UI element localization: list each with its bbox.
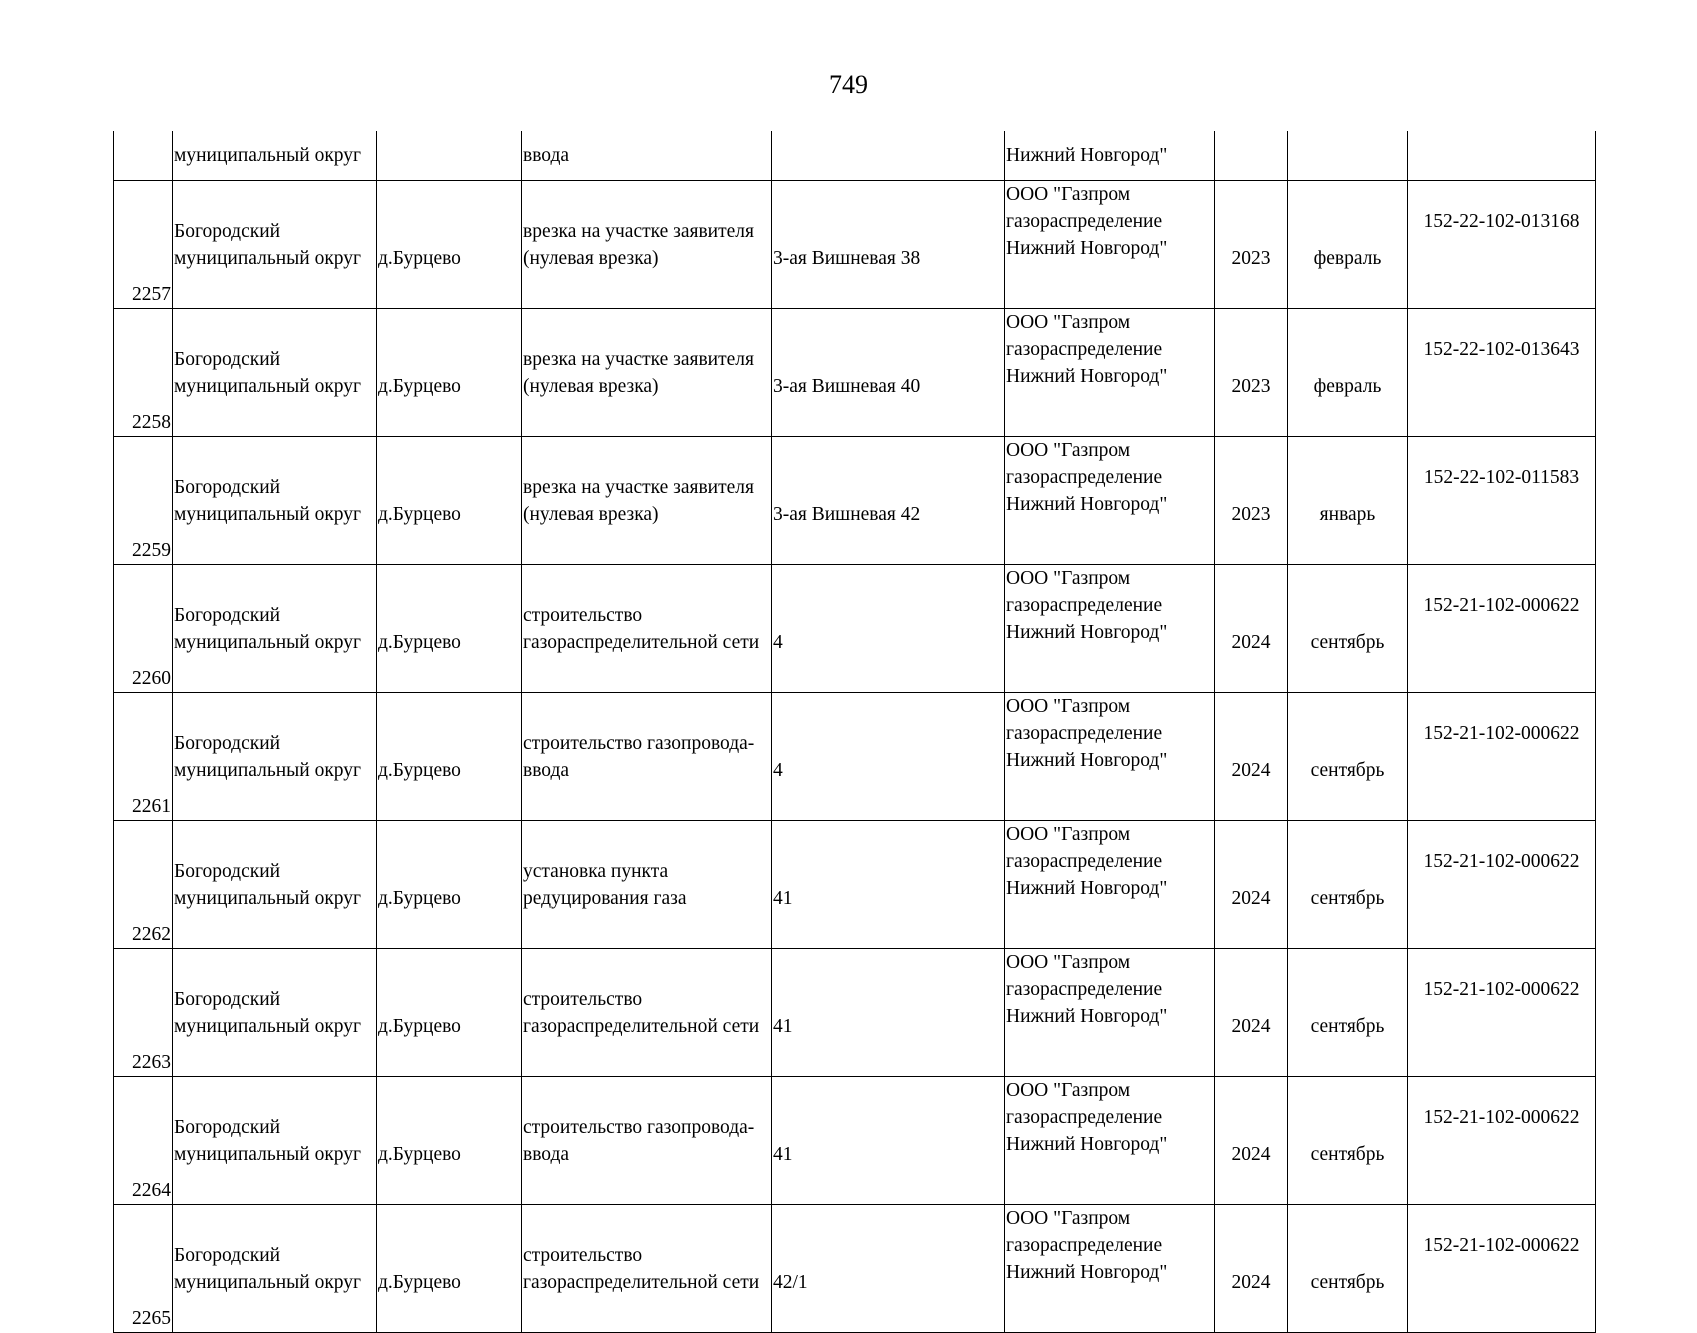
table-row [114,1205,1596,1333]
work-line-2: ввода [523,759,570,781]
cell-code: 152-21-102-000622 [1408,565,1596,693]
cell-work-type [522,437,772,565]
cell-month: сентябрь [1288,565,1408,693]
address-text: 3-ая Вишневая 42 [773,503,921,525]
address-text: 4 [773,631,783,653]
org-line-1: ООО "Газпром [1006,440,1131,461]
district-line-2: муниципальный округ [174,1271,362,1293]
cell-code: 152-22-102-011583 [1408,437,1596,565]
cell-num: 2264 [114,1077,173,1205]
cell-organization [1005,821,1215,949]
work-line-2: (нулевая врезка) [523,503,659,525]
table-body [114,131,1596,1333]
district-line-2: муниципальный округ [174,375,362,397]
cell-district [173,1077,377,1205]
cell-code: 152-21-102-000622 [1408,949,1596,1077]
org-line-3: Нижний Новгород" [1006,1262,1168,1283]
cell-organization [1005,437,1215,565]
cell-district [173,693,377,821]
table-row [114,181,1596,309]
cell-year: 2023 [1215,181,1288,309]
district-line-2: муниципальный округ [174,631,362,653]
org-line-3: Нижний Новгород" [1006,366,1168,387]
cell-organization [1005,1205,1215,1333]
work-line-2: газораспределительной сети [523,1015,760,1037]
cell-settlement [377,309,522,437]
cell-settlement [377,693,522,821]
cell-address [772,565,1005,693]
district-line-1: Богородский [174,1244,281,1266]
cell-year: 2024 [1215,821,1288,949]
address-text: 41 [773,887,793,909]
cell-work-type [522,1205,772,1333]
cell-organization [1005,693,1215,821]
cell-code: 152-22-102-013643 [1408,309,1596,437]
org-line-1: ООО "Газпром [1006,568,1131,589]
cell-num: 2261 [114,693,173,821]
org-line-1: ООО "Газпром [1006,312,1131,333]
district-line-2: муниципальный округ [174,759,362,781]
page-number: 749 [829,70,868,99]
cell-work-type: ввода [522,131,772,181]
org-line-3: Нижний Новгород" [1006,750,1168,771]
cell-work-type [522,565,772,693]
cell-work-type [522,309,772,437]
cell-district [173,565,377,693]
cell-year [1215,131,1288,181]
org-line-1: ООО "Газпром [1006,1080,1131,1101]
cell-year: 2024 [1215,693,1288,821]
cell-address [772,437,1005,565]
cell-work-type [522,821,772,949]
cell-num: 2257 [114,181,173,309]
work-line-2: (нулевая врезка) [523,375,659,397]
cell-num [114,131,173,181]
district-line-1: Богородский [174,732,281,754]
district-line-1: Богородский [174,476,281,498]
cell-year: 2023 [1215,437,1288,565]
cell-organization [1005,565,1215,693]
cell-organization [1005,309,1215,437]
cell-district [173,949,377,1077]
org-line-1: ООО "Газпром [1006,952,1131,973]
address-text: 3-ая Вишневая 38 [773,247,921,269]
table-row [114,1077,1596,1205]
settlement-text: д.Бурцево [378,375,461,397]
cell-settlement [377,181,522,309]
settlement-text: д.Бурцево [378,759,461,781]
cell-num: 2258 [114,309,173,437]
org-line-2: газораспределение [1006,1107,1163,1128]
settlement-text: д.Бурцево [378,503,461,525]
work-line-1: строительство газопровода- [523,732,755,754]
table-row [114,565,1596,693]
district-line-2: муниципальный округ [174,503,362,525]
cell-month: февраль [1288,181,1408,309]
cell-address [772,821,1005,949]
cell-district [173,309,377,437]
cell-month: февраль [1288,309,1408,437]
work-line-1: врезка на участке заявителя [523,348,754,370]
work-line-1: строительство [523,988,643,1010]
work-line-1: строительство [523,604,643,626]
cell-year: 2024 [1215,565,1288,693]
cell-num: 2263 [114,949,173,1077]
settlement-text: д.Бурцево [378,631,461,653]
cell-address [772,309,1005,437]
org-line-1: ООО "Газпром [1006,184,1131,205]
org-line-2: газораспределение [1006,467,1163,488]
address-text: 4 [773,759,783,781]
cell-num: 2262 [114,821,173,949]
work-line-2: газораспределительной сети [523,631,760,653]
cell-settlement [377,1077,522,1205]
table-row [114,437,1596,565]
district-line-1: Богородский [174,220,281,242]
org-line-2: газораспределение [1006,339,1163,360]
settlement-text: д.Бурцево [378,1271,461,1293]
address-text: 41 [773,1143,793,1165]
cell-month: январь [1288,437,1408,565]
table-row [114,821,1596,949]
org-line-2: газораспределение [1006,595,1163,616]
settlement-text: д.Бурцево [378,1015,461,1037]
gasification-table [113,131,1596,1333]
cell-address [772,693,1005,821]
org-line-1: ООО "Газпром [1006,824,1131,845]
district-line-1: Богородский [174,988,281,1010]
cell-settlement [377,1205,522,1333]
cell-address [772,131,1005,181]
settlement-text: д.Бурцево [378,887,461,909]
org-line-2: газораспределение [1006,979,1163,1000]
work-line-2: газораспределительной сети [523,1271,760,1293]
org-line-3: Нижний Новгород" [1006,1134,1168,1155]
cell-month [1288,131,1408,181]
org-line-3: Нижний Новгород" [1006,238,1168,259]
org-line-3: Нижний Новгород" [1006,494,1168,515]
cell-year: 2024 [1215,1077,1288,1205]
cell-district [173,181,377,309]
cell-work-type [522,181,772,309]
cell-address [772,1205,1005,1333]
org-line-2: газораспределение [1006,851,1163,872]
org-line-1: ООО "Газпром [1006,696,1131,717]
cell-code: 152-22-102-013168 [1408,181,1596,309]
cell-address [772,949,1005,1077]
continuation-row [114,131,1596,181]
org-line-3: Нижний Новгород" [1006,878,1168,899]
cell-month: сентябрь [1288,949,1408,1077]
table-row [114,309,1596,437]
cell-code: 152-21-102-000622 [1408,1205,1596,1333]
district-line-1: Богородский [174,860,281,882]
district-line-2: муниципальный округ [174,1015,362,1037]
cell-month: сентябрь [1288,1077,1408,1205]
org-line-2: газораспределение [1006,211,1163,232]
table-row [114,693,1596,821]
work-line-2: редуцирования газа [523,887,687,909]
district-line-2: муниципальный округ [174,1143,362,1165]
settlement-text: д.Бурцево [378,1143,461,1165]
district-line-2: муниципальный округ [174,247,362,269]
work-line-1: строительство [523,1244,643,1266]
cell-num: 2259 [114,437,173,565]
district-line-2: муниципальный округ [174,887,362,909]
org-line-2: газораспределение [1006,723,1163,744]
work-line-1: врезка на участке заявителя [523,476,754,498]
cell-num: 2265 [114,1205,173,1333]
cell-district [173,437,377,565]
cell-address [772,181,1005,309]
cell-organization [1005,949,1215,1077]
work-line-2: ввода [523,1143,570,1165]
cell-code [1408,131,1596,181]
cell-code: 152-21-102-000622 [1408,693,1596,821]
cell-work-type [522,1077,772,1205]
address-text: 42/1 [773,1271,808,1293]
cell-district: муниципальный округ [173,131,377,181]
cell-code: 152-21-102-000622 [1408,821,1596,949]
cell-district [173,821,377,949]
cell-organization [1005,1077,1215,1205]
cell-settlement [377,131,522,181]
cell-address [772,1077,1005,1205]
address-text: 41 [773,1015,793,1037]
district-line-1: Богородский [174,348,281,370]
settlement-text: д.Бурцево [378,247,461,269]
org-line-2: газораспределение [1006,1235,1163,1256]
org-line-3: Нижний Новгород" [1006,1006,1168,1027]
cell-year: 2024 [1215,1205,1288,1333]
cell-organization [1005,181,1215,309]
cell-settlement [377,949,522,1077]
district-line-1: Богородский [174,604,281,626]
table-row [114,949,1596,1077]
cell-work-type [522,949,772,1077]
org-line-3: Нижний Новгород" [1006,622,1168,643]
work-line-2: (нулевая врезка) [523,247,659,269]
cell-settlement [377,437,522,565]
address-text: 3-ая Вишневая 40 [773,375,921,397]
cell-month: сентябрь [1288,693,1408,821]
cell-code: 152-21-102-000622 [1408,1077,1596,1205]
district-line-1: Богородский [174,1116,281,1138]
work-line-1: установка пункта [523,860,669,882]
cell-work-type [522,693,772,821]
work-line-1: врезка на участке заявителя [523,220,754,242]
cell-settlement [377,565,522,693]
cell-month: сентябрь [1288,1205,1408,1333]
org-line-1: ООО "Газпром [1006,1208,1131,1229]
cell-year: 2024 [1215,949,1288,1077]
work-line-1: строительство газопровода- [523,1116,755,1138]
cell-settlement [377,821,522,949]
cell-month: сентябрь [1288,821,1408,949]
cell-num: 2260 [114,565,173,693]
cell-organization: Нижний Новгород" [1005,131,1215,181]
cell-district [173,1205,377,1333]
cell-year: 2023 [1215,309,1288,437]
